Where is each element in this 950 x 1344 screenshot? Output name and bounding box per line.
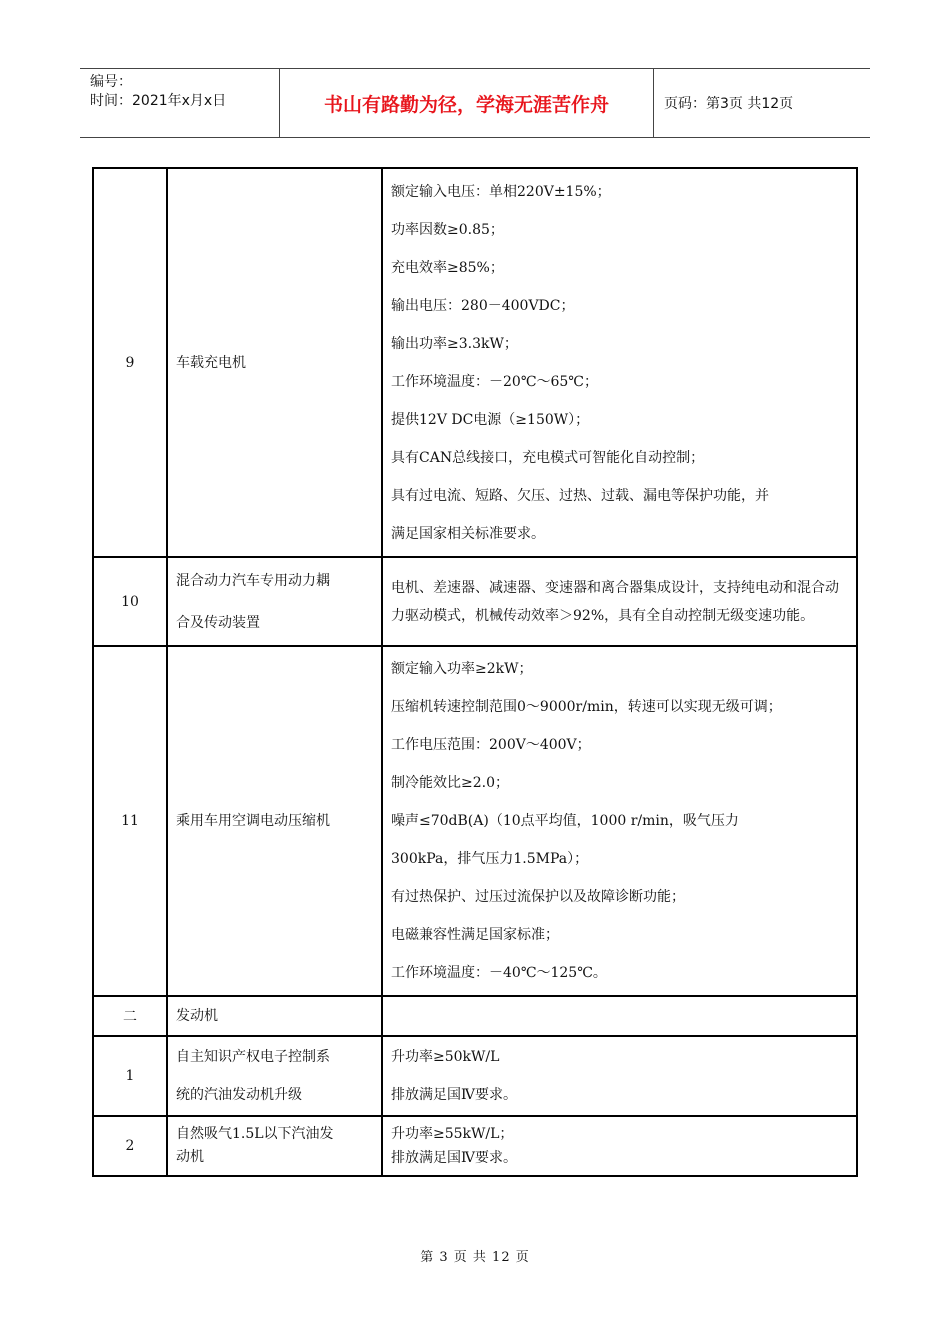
spec-line: 工作电压范围：200V～400V； [391,737,591,753]
table-row [93,168,857,557]
spec-line: 有过热保护、过压过流保护以及故障诊断功能； [391,889,685,905]
header-meta [80,69,280,137]
spec-line: 提供12V DC电源（≥150W）； [391,411,590,428]
name-line: 合及传动装置 [176,614,260,631]
table-row [93,1036,857,1116]
spec-line: 工作环境温度：－20℃～65℃； [391,373,598,390]
spec-paragraph: 电机、差速器、减速器、变速器和离合器集成设计，支持纯电动和混合动力驱动模式，机械传动效率＞92%，具有全自动控制无级变速功能。 [391,579,839,624]
row-number: 10 [93,557,167,646]
row-number: 二 [93,996,167,1036]
name-line: 统的汽油发动机升级 [176,1087,302,1103]
row-name [167,1036,382,1116]
row-number: 2 [93,1116,167,1176]
name-line: 自然吸气1.5L以下汽油发 [176,1126,334,1142]
row-spec [382,557,857,646]
spec-line: 升功率≥55kW/L； [391,1126,514,1142]
row-name: 发动机 [167,996,382,1036]
spec-line: 排放满足国Ⅳ要求。 [391,1087,517,1103]
row-spec [382,1036,857,1116]
spec-line: 具有CAN总线接口，充电模式可智能化自动控制； [391,449,705,466]
spec-line: 输出功率≥3.3kW； [391,335,518,352]
row-number: 9 [93,168,167,557]
row-spec [382,996,857,1036]
row-name: 车载充电机 [167,168,382,557]
spec-line: 输出电压：280－400VDC； [391,297,575,314]
spec-line: 满足国家相关标准要求。 [391,525,545,542]
page-header [80,68,870,138]
spec-line: 功率因数≥0.85； [391,221,504,238]
header-motto: 书山有路勤为径，学海无涯苦作舟 [280,69,654,137]
spec-line: 额定输入电压：单相220V±15%； [391,183,611,200]
spec-line: 具有过电流、短路、欠压、过热、过载、漏电等保护功能，并 [391,487,769,504]
spec-line: 额定输入功率≥2kW； [391,661,533,677]
row-spec [382,168,857,557]
number-label: 编号： [90,74,132,90]
row-name [167,557,382,646]
table-row [93,1116,857,1176]
spec-line: 电磁兼容性满足国家标准； [391,927,559,943]
spec-table [92,167,858,1177]
spec-line: 充电效率≥85%； [391,259,504,276]
table-row [93,557,857,646]
page-footer: 第 3 页 共 12 页 [420,1250,530,1265]
header-page-info: 页码：第3页 共12页 [664,96,794,112]
spec-line: 噪声≤70dB(A)（10点平均值，1000 r/min，吸气压力 [391,813,739,829]
spec-line: 排放满足国Ⅳ要求。 [391,1150,517,1166]
spec-line: 制冷能效比≥2.0； [391,775,509,791]
spec-line: 工作环境温度：－40℃～125℃。 [391,965,607,981]
spec-line: 压缩机转速控制范围0～9000r/min，转速可以实现无级可调； [391,699,782,715]
name-line: 自主知识产权电子控制系 [176,1049,330,1065]
name-line: 动机 [176,1149,204,1165]
row-spec [382,1116,857,1176]
time-label: 时间：2021年x月x日 [90,93,227,109]
row-number: 11 [93,646,167,996]
row-name: 乘用车用空调电动压缩机 [167,646,382,996]
table-row [93,996,857,1036]
table-row [93,646,857,996]
spec-line: 300kPa，排气压力1.5MPa）； [391,851,589,867]
row-spec [382,646,857,996]
row-number: 1 [93,1036,167,1116]
name-line: 混合动力汽车专用动力耦 [176,572,330,589]
row-name [167,1116,382,1176]
spec-line: 升功率≥50kW/L [391,1049,500,1065]
